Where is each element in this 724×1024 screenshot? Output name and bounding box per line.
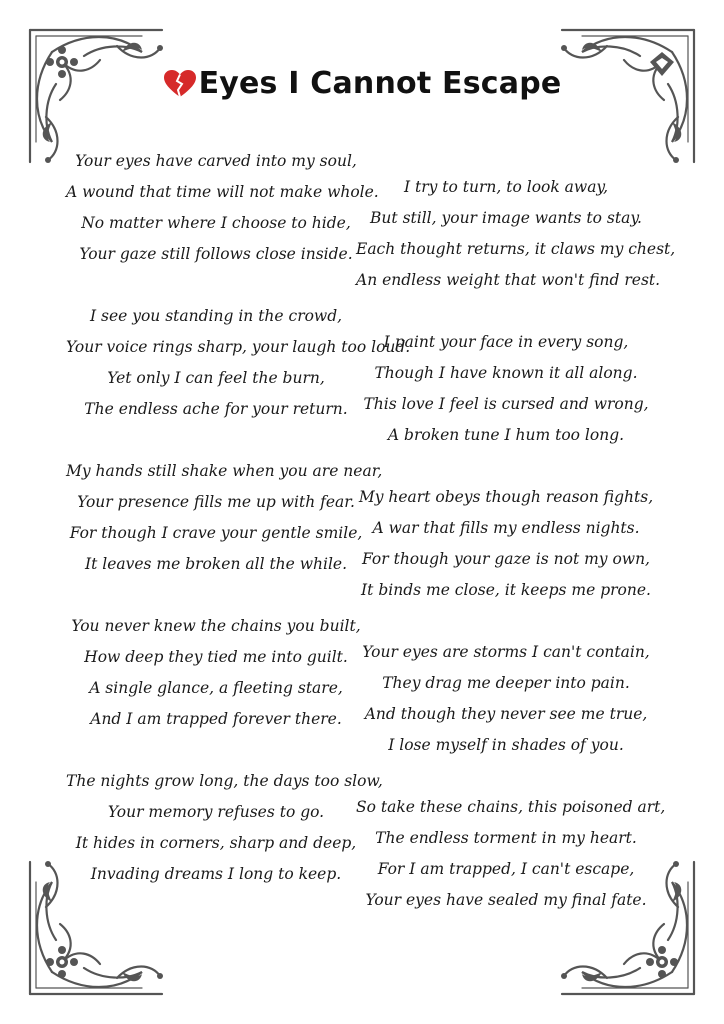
poem-line: My heart obeys though reason fights, [358, 488, 654, 506]
poem-line: For I am trapped, I can't escape, [377, 860, 635, 878]
poem-line: Invading dreams I long to keep. [90, 865, 342, 883]
stanza [356, 637, 656, 761]
poem-line: So take these chains, this poisoned art, [356, 798, 666, 816]
poem-line: I see you standing in the crowd, [89, 307, 343, 325]
broken-heart-icon [163, 69, 197, 99]
stanza [356, 172, 676, 296]
poem-line: For though your gaze is not my own, [362, 550, 650, 568]
poem-line: The endless torment in my heart. [375, 829, 637, 847]
poem-line: A single glance, a fleeting stare, [89, 679, 343, 697]
poem-line: Each thought returns, it claws my chest, [356, 240, 676, 258]
stanza [66, 146, 379, 270]
stanza [356, 327, 656, 451]
poem-line: For though I crave your gentle smile, [69, 524, 363, 542]
poem-line: It hides in corners, sharp and deep, [75, 834, 357, 852]
poem-column-right [356, 172, 676, 916]
title-bar [0, 66, 724, 104]
stanza [66, 611, 366, 735]
poem-line: But still, your image wants to stay. [370, 209, 642, 227]
poem-line: Your presence fills me up with fear. [77, 493, 355, 511]
poem-line: I lose myself in shades of you. [388, 736, 624, 754]
page-title [163, 66, 562, 101]
poem-line: An endless weight that won't find rest. [356, 271, 661, 289]
poem-line: How deep they tied me into guilt. [84, 648, 348, 666]
poem-line: The endless ache for your return. [84, 400, 348, 418]
poem-column-left [66, 146, 411, 890]
stanza [66, 456, 383, 580]
poem-line: Your eyes have carved into my soul, [75, 152, 357, 170]
poem-line: Your memory refuses to go. [107, 803, 325, 821]
poem-line: A wound that time will not make whole. [66, 183, 379, 201]
poem-line: No matter where I choose to hide, [81, 214, 351, 232]
poem-line: A broken tune I hum too long. [387, 426, 625, 444]
poem-line: My hands still shake when you are near, [66, 462, 383, 480]
poem-line: You never knew the chains you built, [71, 617, 361, 635]
poem-line: It leaves me broken all the while. [84, 555, 348, 573]
poem-line: I try to turn, to look away, [403, 178, 609, 196]
poem-line: I paint your face in every song, [383, 333, 629, 351]
poem-line: Your gaze still follows close inside. [79, 245, 353, 263]
poem-line: It binds me close, it keeps me prone. [361, 581, 651, 599]
stanza [66, 766, 383, 890]
stanza [356, 482, 656, 606]
poem-line: The nights grow long, the days too slow, [66, 772, 383, 790]
poem-line: A war that fills my endless nights. [372, 519, 640, 537]
poem-line: They drag me deeper into pain. [382, 674, 630, 692]
page-title-text: Eyes I Cannot Escape [198, 66, 562, 101]
poem-line: And though they never see me true, [364, 705, 648, 723]
poem-line: This love I feel is cursed and wrong, [363, 395, 649, 413]
poem-line: Your eyes are storms I can't contain, [362, 643, 650, 661]
poem-line: Though I have known it all along. [374, 364, 638, 382]
poem-line: And I am trapped forever there. [90, 710, 342, 728]
poem-line: Your eyes have sealed my final fate. [365, 891, 647, 909]
poem-line: Yet only I can feel the burn, [107, 369, 325, 387]
poem-line: Your voice rings sharp, your laugh too loud. [66, 338, 411, 356]
stanza [356, 792, 666, 916]
stanza [66, 301, 411, 425]
